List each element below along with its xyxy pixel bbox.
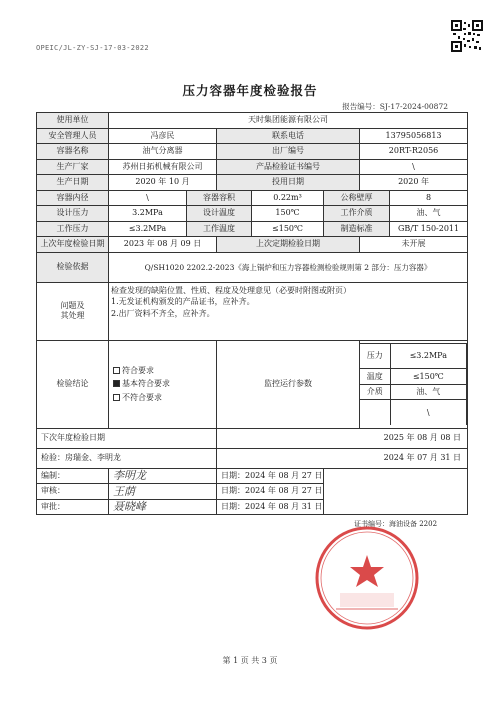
checkbox-conform[interactable] <box>113 367 120 374</box>
manufacturer-value: 苏州日拓机械有限公司 <box>109 159 217 175</box>
design-temp-value: 150℃ <box>252 206 324 222</box>
medium-value: 油、气 <box>390 206 468 222</box>
design-pressure-value: 3.2MPa <box>109 206 187 222</box>
approve-date <box>217 499 324 515</box>
medium-label: 工作介质 <box>324 206 390 222</box>
conclusion-options <box>109 340 217 428</box>
approve-signature-text: 聂晓峰 <box>113 500 146 514</box>
issues-content <box>109 282 468 340</box>
issues-intro: 检查发现的缺陷位置、性质、程度及处理意见（必要时附图或附页） <box>111 285 351 295</box>
approve-date-value: 2024 年 08 月 31 日 <box>245 501 323 511</box>
safety-admin-label: 安全管理人员 <box>37 128 109 144</box>
issue-item-1: 1.无发证机构颁发的产品证书，应补齐。 <box>111 297 255 307</box>
inspection-form <box>36 112 468 515</box>
conclusion-label: 检验结论 <box>37 340 109 428</box>
work-temp-label: 工作温度 <box>187 221 252 237</box>
next-date-value: 2025 年 08 月 08 日 <box>217 428 468 448</box>
factory-no-value: 20RT-R2056 <box>360 144 468 160</box>
next-date-label: 下次年度检验日期 <box>37 428 217 448</box>
review-date <box>217 484 324 500</box>
wall-value: 8 <box>390 190 468 206</box>
factory-no-label: 出厂编号 <box>217 144 360 160</box>
stamp-cell <box>324 468 468 515</box>
checkbox-nonconform[interactable] <box>113 394 120 401</box>
vessel-name-label: 容器名称 <box>37 144 109 160</box>
edit-signature-text: 李明龙 <box>113 469 146 483</box>
last-periodic-value: 未开展 <box>360 237 468 253</box>
review-signature <box>109 484 217 500</box>
param-extra-label <box>360 400 390 425</box>
edit-row <box>37 468 109 484</box>
issue-item-2: 2.出厂资料不齐全，应补齐。 <box>111 308 215 318</box>
edit-date-label: 日期： <box>221 470 245 480</box>
option-conform[interactable] <box>113 366 214 376</box>
inner-dia-label: 容器内径 <box>37 190 109 206</box>
param-extra-value: \ <box>390 400 467 425</box>
option-basic-conform-label: 基本符合要求 <box>122 379 170 389</box>
cert-number-text: 证书编号：海油设备 2202 <box>354 520 438 528</box>
approve-date-label: 日期： <box>221 501 245 511</box>
param-pressure-label: 压力 <box>360 344 390 369</box>
edit-label: 编制： <box>41 470 65 480</box>
design-pressure-label: 设计压力 <box>37 206 109 222</box>
standard-value: GB/T 150-2011 <box>390 221 468 237</box>
report-title: 压力容器年度检验报告 <box>182 83 318 98</box>
official-seal-icon <box>312 523 422 633</box>
approve-signature <box>109 499 217 515</box>
work-temp-value: ≤150℃ <box>252 221 324 237</box>
work-pressure-label: 工作压力 <box>37 221 109 237</box>
review-label: 审核： <box>41 486 65 496</box>
param-medium-value: 油、气 <box>390 384 467 400</box>
edit-date-value: 2024 年 08 月 27 日 <box>245 470 323 480</box>
option-nonconform[interactable] <box>113 393 214 403</box>
last-date-value: 2023 年 08 月 09 日 <box>109 237 217 253</box>
volume-value: 0.22m³ <box>252 190 324 206</box>
phone-label: 联系电话 <box>217 128 360 144</box>
approve-label: 审批： <box>41 501 65 511</box>
review-date-value: 2024 年 08 月 27 日 <box>245 486 323 496</box>
page-number: 第 1 页 共 3 页 <box>222 656 278 665</box>
option-basic-conform[interactable] <box>113 379 214 389</box>
issues-label-line2: 其处理 <box>60 311 85 320</box>
design-temp-label: 设计温度 <box>187 206 252 222</box>
document-code: OPEIC/JL-ZY-SJ-17-03-2022 <box>36 44 149 52</box>
wall-label: 公称壁厚 <box>324 190 390 206</box>
phone-value: 13795056813 <box>360 128 468 144</box>
vessel-name-value: 油气分离器 <box>109 144 217 160</box>
basis-value: Q/SH1020 2202.2-2023《海上锅炉和压力容器检测检验规则第 2 部分：压力容器》 <box>109 252 468 282</box>
checkbox-basic-conform[interactable] <box>113 380 120 387</box>
param-temp-label: 温度 <box>360 369 390 385</box>
prod-date-value: 2020 年 10 月 <box>109 175 217 191</box>
issues-label-line1: 问题及 <box>60 301 85 311</box>
review-signature-text: 王荫 <box>113 484 135 498</box>
manufacturer-label: 生产厂家 <box>37 159 109 175</box>
cert-no-value: \ <box>360 159 468 175</box>
edit-signature <box>109 468 217 484</box>
prod-date-label: 生产日期 <box>37 175 109 191</box>
inner-dia-value: \ <box>109 190 187 206</box>
review-date-label: 日期： <box>221 486 245 496</box>
volume-label: 容器容积 <box>187 190 252 206</box>
user-unit-value: 天时集团能源有限公司 <box>109 113 468 129</box>
param-pressure-value: ≤3.2MPa <box>390 344 467 369</box>
report-number: 报告编号：SJ-17-2024-00872 <box>342 102 448 111</box>
review-row <box>37 484 109 500</box>
edit-date <box>217 468 324 484</box>
params-table <box>360 343 467 425</box>
params-table-cell <box>360 340 468 428</box>
param-medium-label: 介质 <box>360 384 390 400</box>
cert-no-label: 产品检验证书编号 <box>217 159 360 175</box>
last-date-label: 上次年度检验日期 <box>37 237 109 253</box>
param-temp-value: ≤150℃ <box>390 369 467 385</box>
inspectors-row <box>37 448 217 468</box>
approve-row <box>37 499 109 515</box>
standard-label: 制造标准 <box>324 221 390 237</box>
use-date-value: 2020 年 <box>360 175 468 191</box>
basis-label: 检验依据 <box>37 252 109 282</box>
inspectors-label: 检验： <box>41 453 65 463</box>
option-nonconform-label: 不符合要求 <box>122 392 162 402</box>
qr-code-icon <box>451 20 483 52</box>
inspectors-date: 2024 年 07 月 31 日 <box>217 448 468 468</box>
issues-label <box>37 282 109 340</box>
work-pressure-value: ≤3.2MPa <box>109 221 187 237</box>
inspectors-names: 房瑞金、李明龙 <box>65 453 121 463</box>
safety-admin-value: 冯彦民 <box>109 128 217 144</box>
last-periodic-label: 上次定期检验日期 <box>217 237 360 253</box>
option-conform-label: 符合要求 <box>122 365 154 375</box>
params-label: 监控运行参数 <box>217 340 360 428</box>
user-unit-label: 使用单位 <box>37 113 109 129</box>
use-date-label: 投用日期 <box>217 175 360 191</box>
